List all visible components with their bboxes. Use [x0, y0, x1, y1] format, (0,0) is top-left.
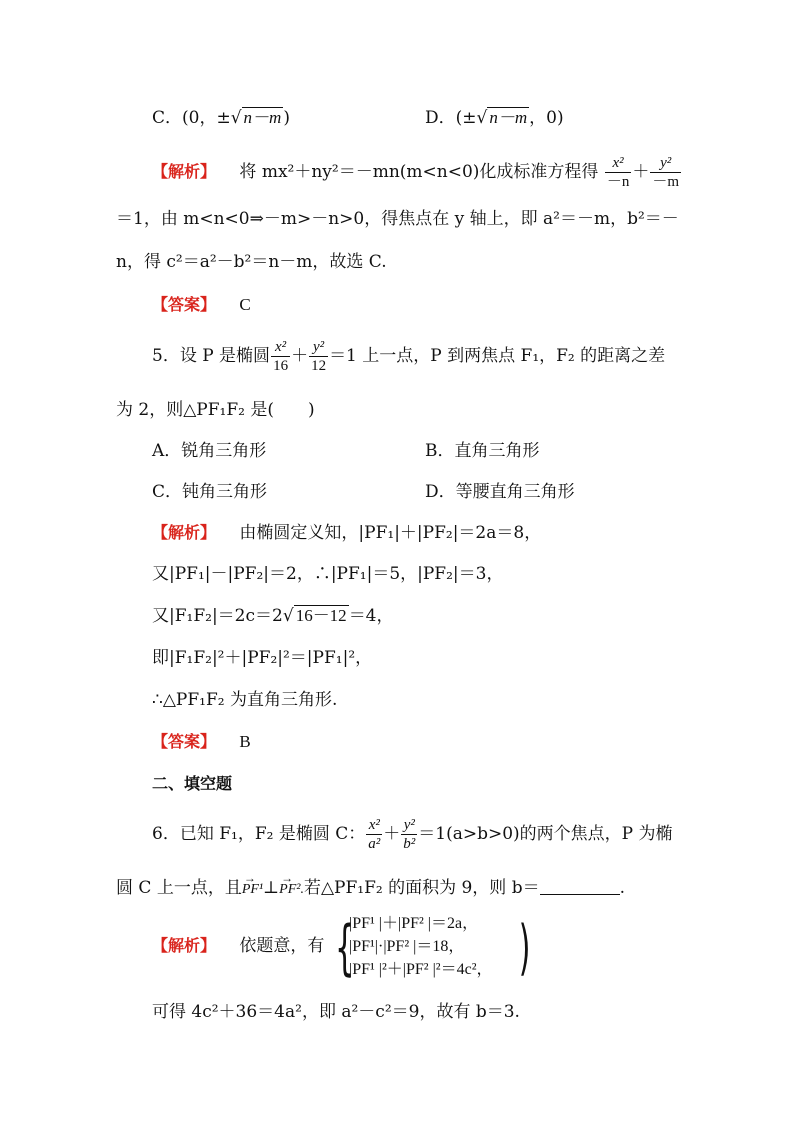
- q6-stem-line1: 6．已知 F₁，F₂ 是椭圆 C： $\frac{\text{x²}}{\text{a²}}$ ＋ $\frac{\text{y²}}{\text{b²}}$ ＝1(a>b>0)的两个焦点，P 为椭: [152, 817, 673, 852]
- vector-pf2: → PF².: [279, 878, 304, 902]
- q4-answer: 【答案】 C: [152, 295, 251, 314]
- q4-analysis-line1: 【解析】 将 mx²＋ny²＝－mn(m<n<0)化成标准方程得 $\frac{\text{x²}}{-n}$ ＋ $\frac{\text{y²}}{-m}$: [152, 155, 680, 190]
- q4-option-c: C．(0，±√ n－m ): [152, 108, 290, 128]
- fraction: $\frac{\text{y²}}{\text{b²}}$: [403, 817, 416, 852]
- equation-system: [335, 913, 530, 989]
- right-paren-icon: ): [518, 913, 530, 983]
- q5-option-b: B．直角三角形: [425, 441, 540, 461]
- q6-analysis-line1: 【解析】 依题意，有: [152, 936, 325, 956]
- q6-stem-line2: 圆 C 上一点，且→ PF¹⊥→ PF².若△PF₁F₂ 的面积为 9，则 b＝ .: [116, 876, 625, 902]
- q6-analysis-line2: 可得 4c²＋36＝4a²，即 a²－c²＝9，故有 b＝3.: [152, 1002, 520, 1022]
- q4-analysis-line3: n，得 c²＝a²－b²＝n－m，故选 C.: [116, 252, 387, 272]
- analysis-tag: 【解析】: [152, 936, 217, 955]
- analysis-tag: 【解析】: [152, 523, 217, 542]
- section-heading: 二、填空题: [152, 774, 233, 793]
- fraction: $\frac{\text{x²}}{-n}$: [606, 155, 630, 190]
- answer-tag: 【答案】: [152, 295, 217, 314]
- q5-analysis-line2: 又|PF₁|－|PF₂|＝2，∴|PF₁|＝5，|PF₂|＝3，: [152, 564, 504, 584]
- system-eq-2: |PF¹|·|PF² |＝18，: [349, 938, 465, 955]
- left-brace-icon: {: [335, 913, 355, 983]
- fraction: $\frac{\text{x²}}{\text{a²}}$: [368, 817, 381, 852]
- q5-option-d: D．等腰直角三角形: [425, 482, 575, 502]
- q4-analysis-line2: ＝1，由 m<n<0⇒－m>－n>0，得焦点在 y 轴上，即 a²＝－m，b²＝－: [116, 209, 679, 229]
- q5-stem-line2: 为 2，则△PF₁F₂ 是( ): [116, 400, 315, 420]
- q5-analysis-line5: ∴△PF₁F₂ 为直角三角形.: [152, 690, 338, 710]
- system-eq-1: |PF¹ |＋|PF² |＝2a，: [349, 915, 479, 932]
- q5-option-a: A．锐角三角形: [152, 441, 267, 461]
- vector-pf1: → PF¹: [242, 878, 263, 902]
- q5-analysis-line4: 即|F₁F₂|²＋|PF₂|²＝|PF₁|²，: [152, 648, 373, 668]
- answer-tag: 【答案】: [152, 732, 217, 751]
- analysis-tag: 【解析】: [152, 162, 217, 181]
- answer-blank[interactable]: [540, 878, 620, 895]
- q4-option-d: D．(±√ n－m ，0): [425, 108, 564, 128]
- q5-analysis-line3: 又|F₁F₂|＝2c＝2√ 16－12 ＝4，: [152, 606, 394, 626]
- q5-analysis-line1: 【解析】 由椭圆定义知，|PF₁|＋|PF₂|＝2a＝8，: [152, 523, 542, 543]
- q5-stem-line1: 5．设 P 是椭圆 $\frac{\text{x²}}{16}$ ＋ $\frac{\text{y²}}{12}$ ＝1 上一点，P 到两焦点 F₁，F₂ 的距离之差: [152, 339, 666, 374]
- fraction: $\frac{\text{x²}}{16}$: [273, 339, 289, 374]
- q5-option-c: C．钝角三角形: [152, 482, 268, 502]
- fraction: $\frac{\text{y²}}{-m}$: [652, 155, 680, 190]
- fraction: $\frac{\text{y²}}{12}$: [311, 339, 327, 374]
- q5-answer: 【答案】 B: [152, 732, 251, 751]
- system-eq-3: |PF¹ |²＋|PF² |²＝4c²，: [349, 961, 493, 978]
